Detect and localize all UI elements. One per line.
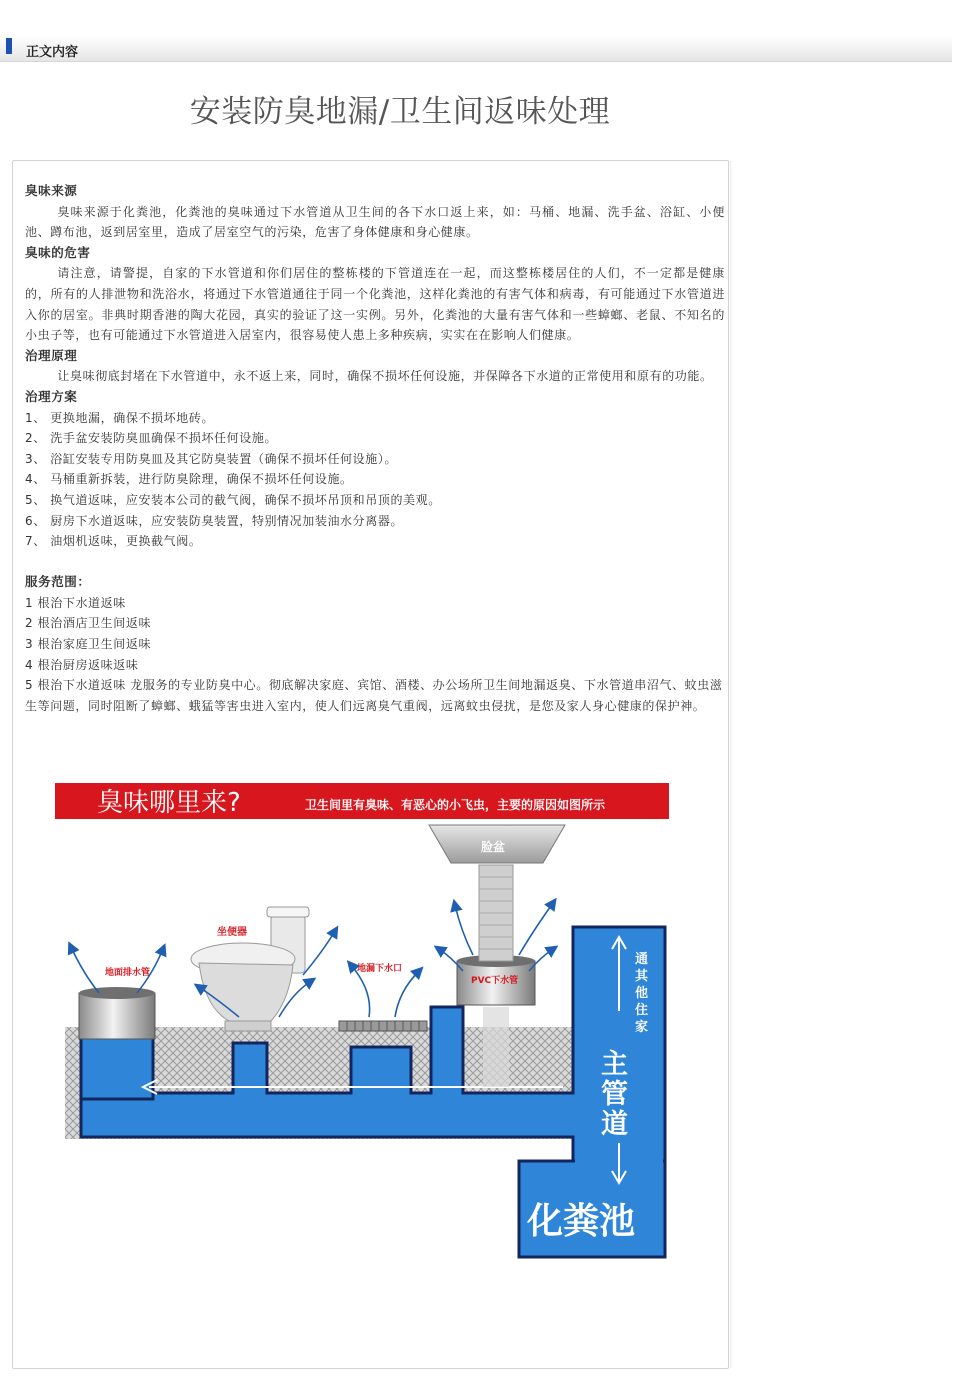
heading-plan: 治理方案	[25, 388, 78, 404]
heading-odor-source: 臭味来源	[25, 183, 78, 198]
list-item: 2、 洗手盆安装防臭皿确保不损坏任何设施。	[25, 431, 278, 446]
main-pipe-label	[601, 1049, 628, 1140]
article-body	[25, 181, 725, 716]
odor-arrow	[71, 947, 99, 993]
list-item: 6、 厨房下水道返味，应安装防臭装置，特别情况加装油水分离器。	[25, 513, 404, 528]
list-item: 7、 油烟机返味，更换截气阀。	[25, 534, 202, 549]
list-item: 5、 换气道返味，应安装本公司的截气阀，确保不损坏吊顶和吊顶的美观。	[25, 492, 441, 507]
page-title: 安装防臭地漏/卫生间返味处理	[189, 94, 611, 130]
list-item: 2 根治酒店卫生间返味	[25, 616, 152, 631]
list-item: 3、 浴缸安装专用防臭皿及其它防臭装置（确保不损坏任何设施）。	[25, 451, 398, 466]
section-header-label: 正文内容	[26, 45, 79, 60]
svg-text:通: 通	[635, 952, 649, 967]
odor-arrow	[455, 905, 473, 955]
svg-text:管: 管	[601, 1079, 628, 1110]
svg-text:他: 他	[635, 986, 649, 1001]
list-item: 5 根治下水道返味 龙服务的专业防臭中心。彻底解决家庭、宾馆、酒楼、办公场所卫生间地漏返臭、下水管道串沼气、蚊虫滋生等问题，同时阻断了蟑螂、蛾猛等害虫进入室内，使人们远离臭气重阀，远离蚊虫侵扰，是您及家人身心健康的保护神。	[25, 678, 723, 713]
other-homes-label	[635, 951, 649, 1035]
pvc-pipe-label: PVC下水管	[471, 976, 519, 986]
toilet-icon	[191, 907, 309, 1031]
banner-title: 臭味哪里来?	[97, 788, 241, 818]
odor-arrow	[395, 971, 419, 1017]
list-item: 1 根治下水道返味	[25, 595, 126, 610]
floor-drain-label: 地漏下水口	[357, 964, 403, 974]
odor-source-diagram	[53, 781, 673, 1261]
list-item: 3 根治家庭卫生间返味	[25, 637, 152, 652]
section-header-bar	[0, 36, 952, 62]
paragraph-odor-harm: 请注意，请警提，自家的下水管道和你们居住的整栋楼的下管道连在一起，而这整栋楼居住的人们，不一定都是健康的，所有的人排泄物和洗浴水，将通过下水管道通往于同一个化粪池，这样化粪池的有害气体和病毒，有可能通过下水管道进入你的居室。非典时期香港的陶大花园，真实的验证了这一实例。另外，化粪池的大量有害气体和一些蟑螂、老鼠、不知名的小虫子等，也有可能通过下水管道进入居室内，很容易使人患上多种疾病，实实在在影响人们健康。	[25, 266, 725, 343]
article-box	[12, 160, 729, 1369]
heading-service-scope: 服务范围：	[25, 574, 91, 590]
svg-text:道: 道	[601, 1109, 628, 1140]
heading-principle: 治理原理	[25, 347, 78, 363]
svg-text:其: 其	[635, 969, 649, 984]
banner-subtitle: 卫生间里有臭味、有恶心的小飞虫，主要的原因如图所示	[305, 798, 606, 812]
header-accent-mark	[6, 38, 12, 54]
floor-pipe-label: 地面排水管	[105, 968, 151, 978]
paragraph-odor-source: 臭味来源于化粪池，化粪池的臭味通过下水管道从卫生间的各下水口返上来，如：马桶、地漏、洗手盆、浴缸、小便池、蹲布池，返到居室里，造成了居室空气的污染，危害了身体健康和身心健康。	[25, 204, 725, 240]
svg-text:主: 主	[601, 1049, 628, 1080]
svg-text:家: 家	[635, 1020, 649, 1035]
basin-label: 脸盆	[481, 840, 506, 854]
floor-pipe-collar	[79, 993, 155, 1039]
septic-tank-label: 化粪池	[527, 1201, 636, 1242]
heading-odor-harm: 臭味的危害	[25, 244, 91, 260]
list-item: 4 根治厨房返味返味	[25, 657, 139, 672]
odor-arrow	[519, 903, 553, 955]
paragraph-principle: 让臭味彻底封堵在下水管道中，永不返上来，同时，确保不损坏任何设施，并保障各下水道的正常使用和原有的功能。	[57, 369, 713, 384]
list-item: 4、 马桶重新拆装，进行防臭除理，确保不损坏任何设施。	[25, 472, 353, 487]
toilet-label: 坐便器	[217, 927, 247, 938]
svg-text:住: 住	[635, 1003, 649, 1018]
odor-arrow	[303, 931, 335, 975]
list-item: 1、 更换地漏，确保不损坏地砖。	[25, 410, 215, 425]
floor-drain-grate	[339, 1021, 427, 1031]
